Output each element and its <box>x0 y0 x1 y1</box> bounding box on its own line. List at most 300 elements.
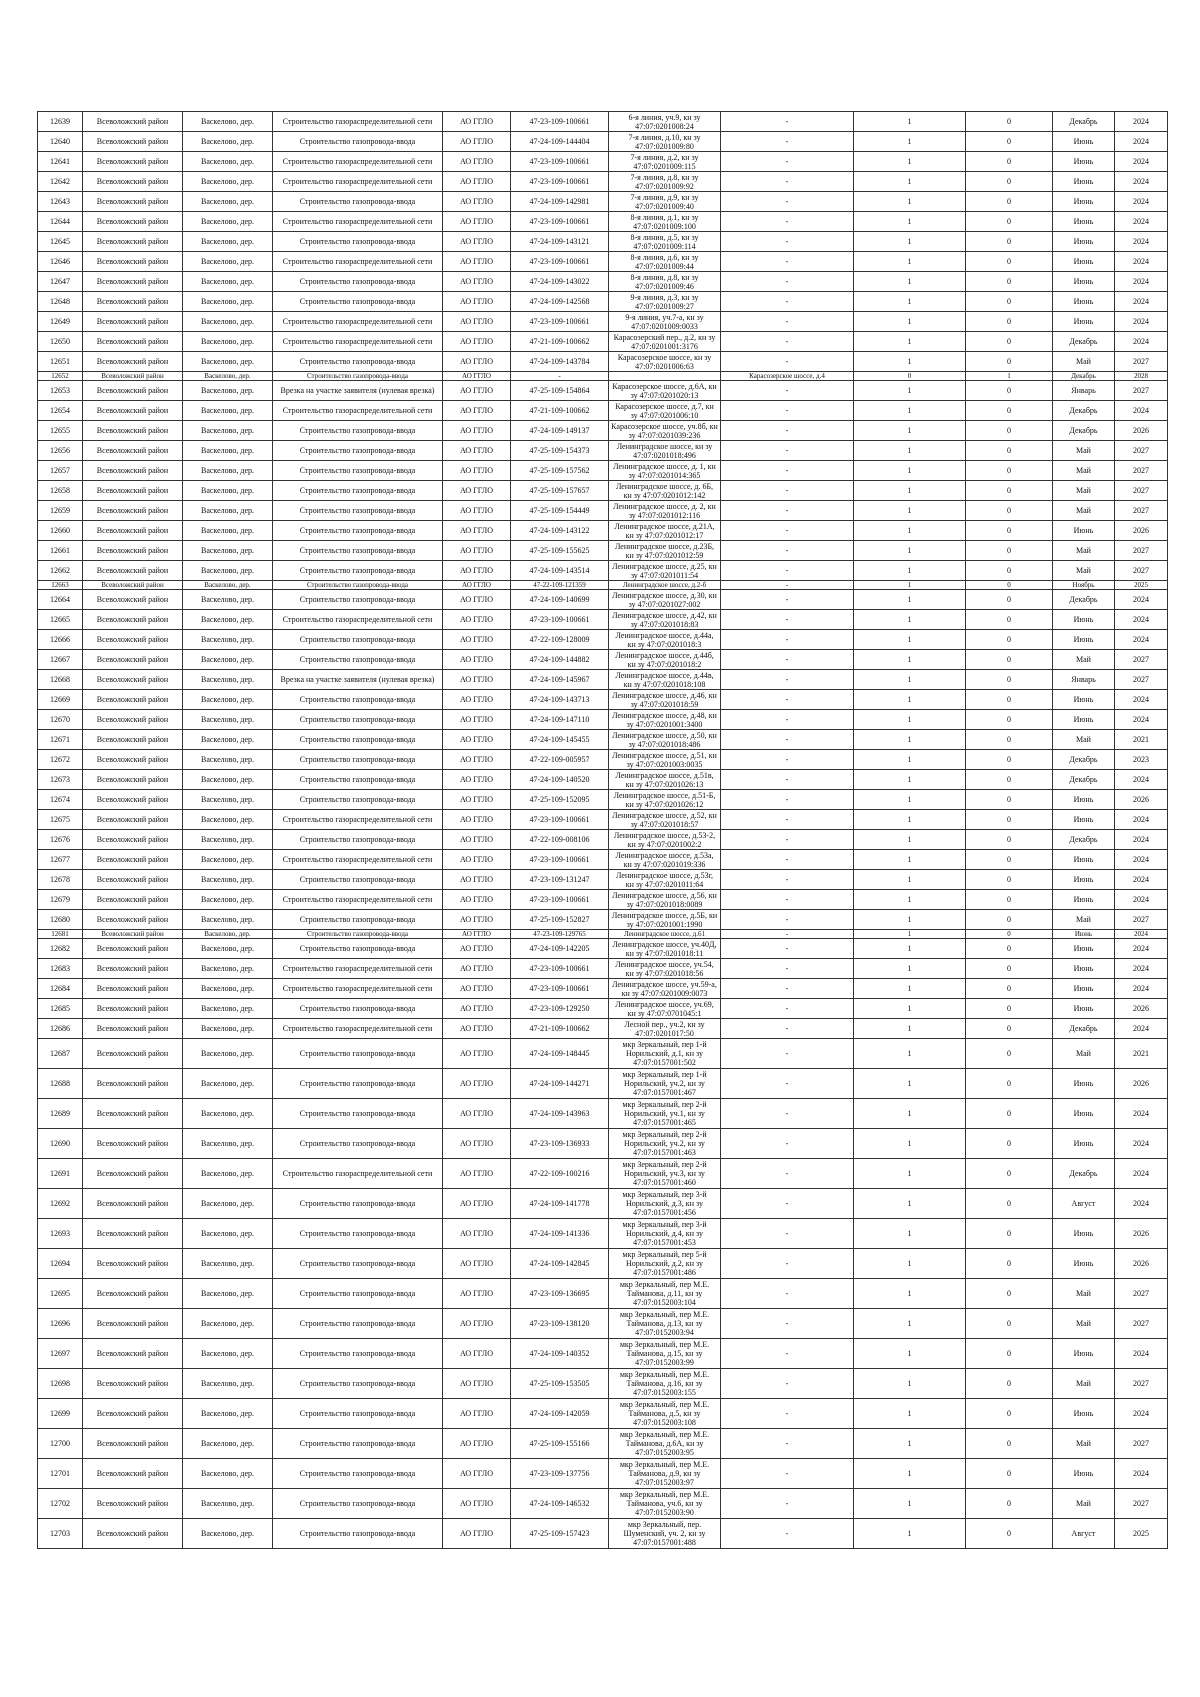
location-cell: - <box>721 381 854 401</box>
settlement-cell: Васкелово, дер. <box>183 959 273 979</box>
month-cell: Июнь <box>1053 152 1115 172</box>
zero-cell: 0 <box>966 830 1053 850</box>
work-type-cell: Строительство газопровода-ввода <box>273 1099 443 1129</box>
work-type-cell: Строительство газораспределительной сети <box>273 1019 443 1039</box>
address-cell: 9-я линия, уч.7-а, кн зу 47:07:0201009:0033 <box>609 312 721 332</box>
table-row <box>38 541 1168 561</box>
settlement-cell: Васкелово, дер. <box>183 930 273 939</box>
work-type-cell: Строительство газопровода-ввода <box>273 441 443 461</box>
application-number-cell: 47-24-109-143122 <box>511 521 609 541</box>
table-row <box>38 610 1168 630</box>
address-cell: Ленинградское шоссе, д.2-б <box>609 581 721 590</box>
month-cell: Июнь <box>1053 610 1115 630</box>
address-cell: 7-я линия, д.10, кн зу 47:07:0201009:80 <box>609 132 721 152</box>
application-number-cell: 47-23-109-100661 <box>511 152 609 172</box>
location-cell: - <box>721 770 854 790</box>
organization-cell: АО ГГЛО <box>443 770 511 790</box>
address-cell: мкр Зеркальный, пер 2-й Норильский, уч.2, кн зу 47:07:0157001:463 <box>609 1129 721 1159</box>
settlement-cell: Васкелово, дер. <box>183 1399 273 1429</box>
zero-cell: 0 <box>966 590 1053 610</box>
quantity-cell: 1 <box>854 521 966 541</box>
quantity-cell: 1 <box>854 690 966 710</box>
district-cell: Всеволожский район <box>83 1399 183 1429</box>
district-cell: Всеволожский район <box>83 850 183 870</box>
year-cell: 2027 <box>1115 461 1168 481</box>
table-row <box>38 132 1168 152</box>
quantity-cell: 1 <box>854 312 966 332</box>
table-row <box>38 1399 1168 1429</box>
quantity-cell: 1 <box>854 212 966 232</box>
application-number-cell: 47-24-109-143121 <box>511 232 609 252</box>
month-cell: Июнь <box>1053 930 1115 939</box>
table-row <box>38 1309 1168 1339</box>
district-cell: Всеволожский район <box>83 332 183 352</box>
zero-cell: 0 <box>966 910 1053 930</box>
year-cell: 2024 <box>1115 312 1168 332</box>
month-cell: Август <box>1053 1189 1115 1219</box>
month-cell: Июнь <box>1053 1399 1115 1429</box>
table-row <box>38 930 1168 939</box>
settlement-cell: Васкелово, дер. <box>183 521 273 541</box>
year-cell: 2024 <box>1115 610 1168 630</box>
row-number-cell: 12652 <box>38 372 83 381</box>
table-row <box>38 890 1168 910</box>
organization-cell: АО ГГЛО <box>443 910 511 930</box>
settlement-cell: Васкелово, дер. <box>183 401 273 421</box>
location-cell: - <box>721 541 854 561</box>
address-cell: Ленинградское шоссе, д.51, кн зу 47:07:0201003:0035 <box>609 750 721 770</box>
application-number-cell: 47-22-109-121359 <box>511 581 609 590</box>
location-cell: - <box>721 930 854 939</box>
district-cell: Всеволожский район <box>83 910 183 930</box>
quantity-cell: 1 <box>854 1219 966 1249</box>
zero-cell: 0 <box>966 1399 1053 1429</box>
month-cell: Июнь <box>1053 1249 1115 1279</box>
organization-cell: АО ГГЛО <box>443 870 511 890</box>
application-number-cell: 47-23-109-100661 <box>511 112 609 132</box>
district-cell: Всеволожский район <box>83 750 183 770</box>
location-cell: - <box>721 1129 854 1159</box>
location-cell: - <box>721 232 854 252</box>
table-row <box>38 999 1168 1019</box>
year-cell: 2024 <box>1115 590 1168 610</box>
application-number-cell: 47-23-109-100661 <box>511 959 609 979</box>
month-cell: Июнь <box>1053 690 1115 710</box>
district-cell: Всеволожский район <box>83 670 183 690</box>
quantity-cell: 1 <box>854 481 966 501</box>
application-number-cell: 47-21-109-100662 <box>511 1019 609 1039</box>
work-type-cell: Врезка на участке заявителя (нулевая врезка) <box>273 670 443 690</box>
settlement-cell: Васкелово, дер. <box>183 890 273 910</box>
settlement-cell: Васкелово, дер. <box>183 1159 273 1189</box>
table-row <box>38 421 1168 441</box>
table-row <box>38 581 1168 590</box>
row-number-cell: 12649 <box>38 312 83 332</box>
quantity-cell: 1 <box>854 959 966 979</box>
application-number-cell: 47-24-109-140699 <box>511 590 609 610</box>
work-type-cell: Строительство газораспределительной сети <box>273 959 443 979</box>
zero-cell: 0 <box>966 541 1053 561</box>
location-cell: - <box>721 730 854 750</box>
application-number-cell: 47-23-109-129765 <box>511 930 609 939</box>
settlement-cell: Васкелово, дер. <box>183 710 273 730</box>
year-cell: 2024 <box>1115 172 1168 192</box>
table-row <box>38 1099 1168 1129</box>
location-cell: - <box>721 481 854 501</box>
location-cell: - <box>721 710 854 730</box>
application-number-cell: 47-24-109-142059 <box>511 1399 609 1429</box>
row-number-cell: 12688 <box>38 1069 83 1099</box>
row-number-cell: 12653 <box>38 381 83 401</box>
district-cell: Всеволожский район <box>83 1219 183 1249</box>
zero-cell: 0 <box>966 172 1053 192</box>
row-number-cell: 12687 <box>38 1039 83 1069</box>
organization-cell: АО ГГЛО <box>443 152 511 172</box>
location-cell: - <box>721 1219 854 1249</box>
settlement-cell: Васкелово, дер. <box>183 372 273 381</box>
table-row <box>38 381 1168 401</box>
row-number-cell: 12642 <box>38 172 83 192</box>
settlement-cell: Васкелово, дер. <box>183 1279 273 1309</box>
table-row <box>38 232 1168 252</box>
location-cell: - <box>721 1459 854 1489</box>
quantity-cell: 1 <box>854 352 966 372</box>
work-type-cell: Строительство газораспределительной сети <box>273 610 443 630</box>
table-row <box>38 1519 1168 1549</box>
month-cell: Май <box>1053 441 1115 461</box>
row-number-cell: 12685 <box>38 999 83 1019</box>
district-cell: Всеволожский район <box>83 730 183 750</box>
district-cell: Всеволожский район <box>83 441 183 461</box>
organization-cell: АО ГГЛО <box>443 1309 511 1339</box>
work-type-cell: Строительство газопровода-ввода <box>273 581 443 590</box>
address-cell: Лесной пер., уч.2, кн зу 47:07:0201017:50 <box>609 1019 721 1039</box>
row-number-cell: 12645 <box>38 232 83 252</box>
organization-cell: АО ГГЛО <box>443 999 511 1019</box>
quantity-cell: 1 <box>854 581 966 590</box>
quantity-cell: 1 <box>854 192 966 212</box>
district-cell: Всеволожский район <box>83 1019 183 1039</box>
year-cell: 2027 <box>1115 1489 1168 1519</box>
district-cell: Всеволожский район <box>83 1429 183 1459</box>
zero-cell: 0 <box>966 939 1053 959</box>
table-row <box>38 1489 1168 1519</box>
organization-cell: АО ГГЛО <box>443 750 511 770</box>
quantity-cell: 1 <box>854 172 966 192</box>
table-row <box>38 372 1168 381</box>
row-number-cell: 12650 <box>38 332 83 352</box>
year-cell: 2024 <box>1115 1189 1168 1219</box>
application-number-cell: 47-24-109-142981 <box>511 192 609 212</box>
year-cell: 2027 <box>1115 1309 1168 1339</box>
zero-cell: 0 <box>966 272 1053 292</box>
month-cell: Январь <box>1053 670 1115 690</box>
row-number-cell: 12647 <box>38 272 83 292</box>
year-cell: 2026 <box>1115 1219 1168 1249</box>
district-cell: Всеволожский район <box>83 1159 183 1189</box>
zero-cell: 0 <box>966 192 1053 212</box>
month-cell: Июнь <box>1053 810 1115 830</box>
year-cell: 2023 <box>1115 750 1168 770</box>
row-number-cell: 12689 <box>38 1099 83 1129</box>
table-row <box>38 1459 1168 1489</box>
settlement-cell: Васкелово, дер. <box>183 1099 273 1129</box>
month-cell: Июнь <box>1053 850 1115 870</box>
zero-cell: 0 <box>966 232 1053 252</box>
row-number-cell: 12697 <box>38 1339 83 1369</box>
location-cell: - <box>721 1309 854 1339</box>
quantity-cell: 1 <box>854 870 966 890</box>
table-row <box>38 670 1168 690</box>
location-cell: - <box>721 352 854 372</box>
quantity-cell: 1 <box>854 1279 966 1309</box>
settlement-cell: Васкелово, дер. <box>183 1069 273 1099</box>
location-cell: - <box>721 441 854 461</box>
location-cell: - <box>721 939 854 959</box>
district-cell: Всеволожский район <box>83 710 183 730</box>
table-row <box>38 590 1168 610</box>
quantity-cell: 1 <box>854 1459 966 1489</box>
month-cell: Декабрь <box>1053 750 1115 770</box>
settlement-cell: Васкелово, дер. <box>183 1189 273 1219</box>
month-cell: Июнь <box>1053 521 1115 541</box>
quantity-cell: 1 <box>854 1519 966 1549</box>
year-cell: 2027 <box>1115 910 1168 930</box>
work-type-cell: Строительство газопровода-ввода <box>273 1249 443 1279</box>
organization-cell: АО ГГЛО <box>443 1039 511 1069</box>
year-cell: 2024 <box>1115 1159 1168 1189</box>
month-cell: Июнь <box>1053 710 1115 730</box>
work-type-cell: Строительство газопровода-ввода <box>273 1069 443 1099</box>
quantity-cell: 1 <box>854 501 966 521</box>
organization-cell: АО ГГЛО <box>443 890 511 910</box>
month-cell: Июнь <box>1053 790 1115 810</box>
work-type-cell: Строительство газопровода-ввода <box>273 521 443 541</box>
year-cell: 2024 <box>1115 890 1168 910</box>
application-number-cell: 47-24-109-142205 <box>511 939 609 959</box>
district-cell: Всеволожский район <box>83 421 183 441</box>
month-cell: Декабрь <box>1053 401 1115 421</box>
settlement-cell: Васкелово, дер. <box>183 312 273 332</box>
year-cell: 2024 <box>1115 192 1168 212</box>
month-cell: Май <box>1053 1279 1115 1309</box>
location-cell: - <box>721 1279 854 1309</box>
location-cell: - <box>721 561 854 581</box>
quantity-cell: 1 <box>854 1019 966 1039</box>
settlement-cell: Васкелово, дер. <box>183 1129 273 1159</box>
organization-cell: АО ГГЛО <box>443 710 511 730</box>
location-cell: - <box>721 979 854 999</box>
zero-cell: 0 <box>966 1309 1053 1339</box>
address-cell: мкр Зеркальный, пер 5-й Норильский, д.2, кн зу 47:07:0157001:486 <box>609 1249 721 1279</box>
year-cell: 2027 <box>1115 1369 1168 1399</box>
district-cell: Всеволожский район <box>83 501 183 521</box>
month-cell: Июнь <box>1053 132 1115 152</box>
application-number-cell: 47-24-109-142845 <box>511 1249 609 1279</box>
organization-cell: АО ГГЛО <box>443 939 511 959</box>
month-cell: Май <box>1053 910 1115 930</box>
row-number-cell: 12656 <box>38 441 83 461</box>
quantity-cell: 1 <box>854 710 966 730</box>
zero-cell: 0 <box>966 1519 1053 1549</box>
location-cell: - <box>721 252 854 272</box>
year-cell: 2024 <box>1115 810 1168 830</box>
quantity-cell: 1 <box>854 1159 966 1189</box>
address-cell: Карасозерское шоссе, уч.8б, кн зу 47:07:0201039:236 <box>609 421 721 441</box>
organization-cell: АО ГГЛО <box>443 1099 511 1129</box>
address-cell: 8-я линия, д.1, кн зу 47:07:0201009:100 <box>609 212 721 232</box>
year-cell: 2024 <box>1115 979 1168 999</box>
location-cell: - <box>721 1249 854 1279</box>
district-cell: Всеволожский район <box>83 770 183 790</box>
district-cell: Всеволожский район <box>83 1189 183 1219</box>
zero-cell: 0 <box>966 332 1053 352</box>
district-cell: Всеволожский район <box>83 192 183 212</box>
work-type-cell: Строительство газопровода-ввода <box>273 501 443 521</box>
organization-cell: АО ГГЛО <box>443 590 511 610</box>
quantity-cell: 1 <box>854 421 966 441</box>
work-type-cell: Строительство газопровода-ввода <box>273 541 443 561</box>
settlement-cell: Васкелово, дер. <box>183 770 273 790</box>
row-number-cell: 12666 <box>38 630 83 650</box>
row-number-cell: 12695 <box>38 1279 83 1309</box>
address-cell: Ленинградское шоссе, д.46, кн зу 47:07:0201018:59 <box>609 690 721 710</box>
district-cell: Всеволожский район <box>83 521 183 541</box>
application-number-cell: 47-23-109-100661 <box>511 172 609 192</box>
address-cell: Ленинградское шоссе, д.44в, кн зу 47:07:0201018:108 <box>609 670 721 690</box>
year-cell: 2021 <box>1115 730 1168 750</box>
row-number-cell: 12701 <box>38 1459 83 1489</box>
zero-cell: 0 <box>966 790 1053 810</box>
organization-cell: АО ГГЛО <box>443 959 511 979</box>
work-type-cell: Строительство газопровода-ввода <box>273 352 443 372</box>
application-number-cell: 47-24-109-140520 <box>511 770 609 790</box>
address-cell: Карасозерское шоссе, кн зу 47:07:0201006:63 <box>609 352 721 372</box>
quantity-cell: 1 <box>854 401 966 421</box>
organization-cell: АО ГГЛО <box>443 232 511 252</box>
row-number-cell: 12675 <box>38 810 83 830</box>
table-row <box>38 481 1168 501</box>
work-type-cell: Строительство газопровода-ввода <box>273 710 443 730</box>
year-cell: 2024 <box>1115 959 1168 979</box>
location-cell: - <box>721 650 854 670</box>
application-number-cell: 47-22-109-100216 <box>511 1159 609 1189</box>
work-type-cell: Строительство газораспределительной сети <box>273 112 443 132</box>
organization-cell: АО ГГЛО <box>443 1279 511 1309</box>
year-cell: 2024 <box>1115 930 1168 939</box>
zero-cell: 0 <box>966 930 1053 939</box>
address-cell: Ленинградское шоссе, д.51в, кн зу 47:07:0201026:13 <box>609 770 721 790</box>
location-cell: - <box>721 1429 854 1459</box>
quantity-cell: 1 <box>854 332 966 352</box>
month-cell: Май <box>1053 541 1115 561</box>
location-cell: - <box>721 1039 854 1069</box>
work-type-cell: Строительство газопровода-ввода <box>273 690 443 710</box>
zero-cell: 0 <box>966 1219 1053 1249</box>
table-row <box>38 1159 1168 1189</box>
table-row <box>38 730 1168 750</box>
row-number-cell: 12676 <box>38 830 83 850</box>
application-number-cell: 47-24-109-143514 <box>511 561 609 581</box>
address-cell: Ленинградское шоссе, уч.40Д, кн зу 47:07:0201018:11 <box>609 939 721 959</box>
row-number-cell: 12683 <box>38 959 83 979</box>
application-number-cell: 47-23-109-100661 <box>511 252 609 272</box>
organization-cell: АО ГГЛО <box>443 461 511 481</box>
settlement-cell: Васкелово, дер. <box>183 272 273 292</box>
work-type-cell: Строительство газопровода-ввода <box>273 930 443 939</box>
quantity-cell: 1 <box>854 610 966 630</box>
quantity-cell: 1 <box>854 152 966 172</box>
zero-cell: 0 <box>966 650 1053 670</box>
settlement-cell: Васкелово, дер. <box>183 1039 273 1069</box>
organization-cell: АО ГГЛО <box>443 1189 511 1219</box>
work-type-cell: Строительство газопровода-ввода <box>273 1369 443 1399</box>
application-number-cell: 47-24-109-149137 <box>511 421 609 441</box>
settlement-cell: Васкелово, дер. <box>183 232 273 252</box>
work-type-cell: Строительство газопровода-ввода <box>273 1519 443 1549</box>
quantity-cell: 1 <box>854 232 966 252</box>
zero-cell: 0 <box>966 690 1053 710</box>
district-cell: Всеволожский район <box>83 541 183 561</box>
settlement-cell: Васкелово, дер. <box>183 332 273 352</box>
zero-cell: 0 <box>966 959 1053 979</box>
district-cell: Всеволожский район <box>83 252 183 272</box>
zero-cell: 0 <box>966 421 1053 441</box>
year-cell: 2028 <box>1115 372 1168 381</box>
table-row <box>38 1039 1168 1069</box>
settlement-cell: Васкелово, дер. <box>183 630 273 650</box>
quantity-cell: 1 <box>854 252 966 272</box>
application-number-cell: 47-24-109-143784 <box>511 352 609 372</box>
settlement-cell: Васкелово, дер. <box>183 501 273 521</box>
zero-cell: 0 <box>966 481 1053 501</box>
application-number-cell: 47-24-109-147110 <box>511 710 609 730</box>
work-type-cell: Строительство газопровода-ввода <box>273 790 443 810</box>
organization-cell: АО ГГЛО <box>443 172 511 192</box>
application-number-cell: 47-25-109-155166 <box>511 1429 609 1459</box>
location-cell: - <box>721 401 854 421</box>
location-cell: - <box>721 501 854 521</box>
table-row <box>38 959 1168 979</box>
address-cell: Ленинградское шоссе, д.44а, кн зу 47:07:0201018:3 <box>609 630 721 650</box>
application-number-cell: 47-24-109-148445 <box>511 1039 609 1069</box>
work-type-cell: Строительство газопровода-ввода <box>273 1219 443 1249</box>
application-number-cell: 47-25-109-157423 <box>511 1519 609 1549</box>
location-cell: - <box>721 1099 854 1129</box>
work-type-cell: Строительство газопровода-ввода <box>273 461 443 481</box>
organization-cell: АО ГГЛО <box>443 1129 511 1159</box>
quantity-cell: 1 <box>854 1309 966 1339</box>
year-cell: 2026 <box>1115 790 1168 810</box>
row-number-cell: 12679 <box>38 890 83 910</box>
year-cell: 2027 <box>1115 352 1168 372</box>
quantity-cell: 1 <box>854 1399 966 1429</box>
quantity-cell: 1 <box>854 1429 966 1459</box>
zero-cell: 0 <box>966 1039 1053 1069</box>
application-number-cell: 47-25-109-154373 <box>511 441 609 461</box>
year-cell: 2024 <box>1115 710 1168 730</box>
address-cell: 8-я линия, д.5, кн зу 47:07:0201009:114 <box>609 232 721 252</box>
organization-cell: АО ГГЛО <box>443 132 511 152</box>
table-row <box>38 152 1168 172</box>
settlement-cell: Васкелово, дер. <box>183 1519 273 1549</box>
location-cell: - <box>721 192 854 212</box>
work-type-cell: Строительство газопровода-ввода <box>273 421 443 441</box>
settlement-cell: Васкелово, дер. <box>183 421 273 441</box>
work-type-cell: Строительство газопровода-ввода <box>273 770 443 790</box>
organization-cell: АО ГГЛО <box>443 1159 511 1189</box>
row-number-cell: 12641 <box>38 152 83 172</box>
